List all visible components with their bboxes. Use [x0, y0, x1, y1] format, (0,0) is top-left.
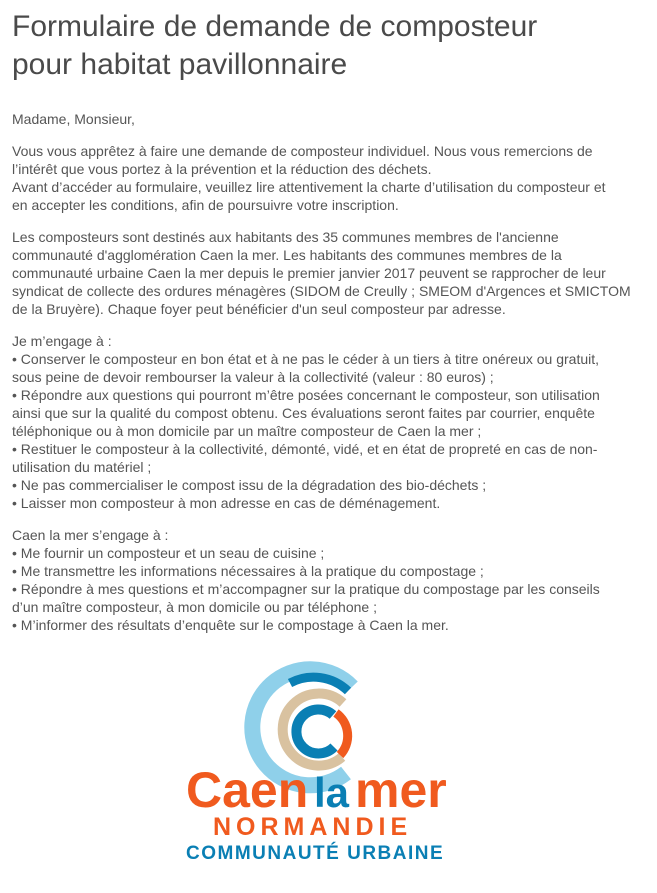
caen-la-mer-logo [0, 655, 657, 875]
text-line: Avant d’accéder au formulaire, veuillez lire attentivement la charte d’utilisation du composteur et [12, 179, 606, 195]
text-line: syndicat de collecte des ordures ménagères (SIDOM de Creully ; SMEOM d'Argences et SMICTOM [12, 283, 631, 299]
page [12, 0, 642, 634]
greeting: Madame, Monsieur, [12, 111, 135, 127]
intro-paragraph [12, 142, 642, 214]
page-title-line-2: pour habitat pavillonnaire [12, 48, 348, 81]
commitment-item: • Laisser mon composteur à mon adresse en cas de déménagement. [12, 495, 441, 511]
commitment-item: • Restituer le composteur à la collectivité, démonté, vidé, et en état de propreté en cas de non- [12, 441, 598, 457]
user-commitments [12, 332, 642, 512]
city-commitments [12, 526, 642, 634]
commitment-item: ainsi que sur la qualité du compost obtenu. Ces évaluations seront faites par courrier, enquête [12, 405, 595, 421]
logo-normandie: NORMANDIE [213, 813, 413, 841]
page-title-line-1: Formulaire de demande de composteur [12, 10, 538, 43]
text-line: de la Bruyère). Chaque foyer peut bénéficier d'un seul composteur par adresse. [12, 301, 506, 317]
logo-word-caen: Caen [186, 762, 309, 818]
text-line: communauté d'agglomération Caen la mer. Les habitants des communes membres de la [12, 247, 562, 263]
emblem-orange-arc [336, 713, 348, 755]
commitment-item: • Me fournir un composteur et un seau de cuisine ; [12, 545, 325, 561]
text-line: communauté urbaine Caen la mer depuis le premier janvier 2017 peuvent se rapprocher de leur [12, 265, 606, 281]
text-line: Les composteurs sont destinés aux habitants des 35 communes membres de l'ancienne [12, 229, 559, 245]
commitment-item: • Ne pas commercialiser le compost issu de la dégradation des bio-déchets ; [12, 477, 487, 493]
commitment-item: sous peine de devoir rembourser la valeur à la collectivité (valeur : 80 euros) ; [12, 369, 494, 385]
commitments-heading: Caen la mer s’engage à : [12, 527, 169, 543]
emblem-inner-blue-arc [296, 709, 334, 753]
commitment-item: • Répondre aux questions qui pourront m’être posées concernant le composteur, son utilisation [12, 387, 600, 403]
logo-word-la: la [314, 769, 350, 816]
commitment-item: • Conserver le composteur en bon état et à ne pas le céder à un tiers à titre onéreux ou gratuit, [12, 351, 600, 367]
commitment-item: d’un maître composteur, à mon domicile ou par téléphone ; [12, 599, 377, 615]
commitment-item: • M’informer des résultats d’enquête sur le compostage à Caen la mer. [12, 617, 449, 633]
logo-graphic [0, 655, 657, 875]
text-line: en accepter les conditions, afin de poursuivre votre inscription. [12, 197, 399, 213]
logo-communaute-urbaine: COMMUNAUTÉ URBAINE [186, 843, 445, 864]
commitments-heading: Je m’engage à : [12, 333, 112, 349]
commitment-item: utilisation du matériel ; [12, 459, 152, 475]
commitment-item: • Me transmettre les informations nécessaires à la pratique du compostage ; [12, 563, 484, 579]
eligibility-paragraph [12, 228, 642, 318]
commitment-item: téléphonique ou à mon domicile par un maître composteur de Caen la mer ; [12, 423, 482, 439]
commitment-item: • Répondre à mes questions et m’accompagner sur la pratique du compostage par les conseils [12, 581, 600, 597]
text-line: l’intérêt que vous portez à la prévention et la réduction des déchets. [12, 161, 432, 177]
logo-word-mer: mer [355, 762, 447, 818]
text-line: Vous vous apprêtez à faire une demande de composteur individuel. Nous vous remercions de [12, 143, 593, 159]
page-title [12, 8, 642, 84]
